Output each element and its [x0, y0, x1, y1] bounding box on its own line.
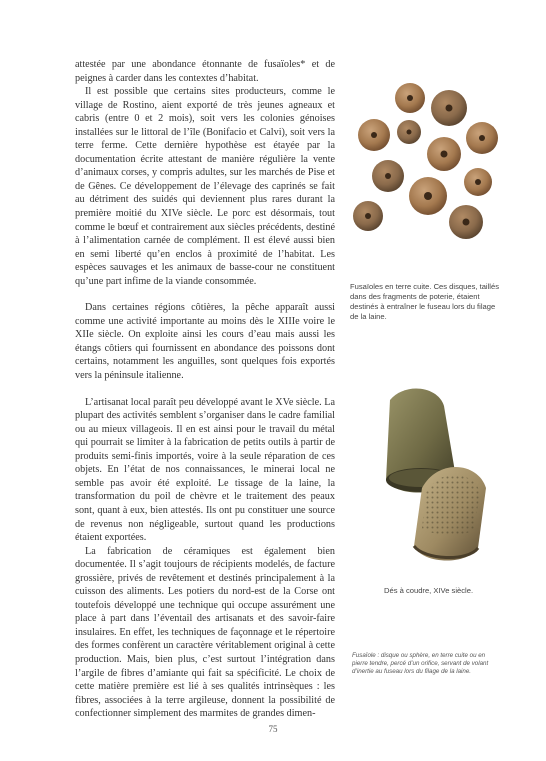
fusaiole-disk [427, 137, 461, 171]
paragraph-4: L’artisanat local paraît peu développé avant le XVe siècle. La plupart des activités semblent s’organiser dans le cadre familial ou au mieux villageois. Il en est ainsi pour le travail du métal qui pourrait se limiter à la fabrication de petits outils à partir de produits semi-finis importés, voire à la seule réparation de ces objets. En l’état de nos connaissances, le minerai local ne semble pas avoir été exploité. Le tissage de la laine, la transformation du poil de chèvre et le traitement des peaux sont, quant à eux, bien attestés. Ils ont pu constituer une source de revenus non négligeable, surtout quand les productions étaient exportées. [75, 396, 335, 544]
paragraph-1: attestée par une abondance étonnante de fusaïoles* et de peignes à carder dans les contextes d’habitat. [75, 59, 335, 84]
thimbles-photo [360, 380, 500, 570]
fusaiole-disk [464, 168, 492, 196]
fusaiole-disk [395, 83, 425, 113]
paragraph-2: Il est possible que certains sites producteurs, comme le village de Rostino, aient exporté de très jeunes agneaux et cabris (entre 0 et 2 mois), soit vers les colonies génoises installées sur le littoral de l’île (Bonifacio et Calvi), soit vers la terre ferme. Cette dernière hypothèse est étayée par la documentation écrite attestant de manière régulière la vente d’animaux corses, y compris adultes, sur les marchés de Pise et de Gênes. Ce développement de l’élevage des caprinés se fait au détriment des suidés qui deviennent plus rares durant la première moitié du XIVe siècle. Le porc est désormais, tout comme le bœuf et contrairement aux siècles précédents, destiné à l’alimentation carnée de complément. Il est élevé aussi bien en semi liberté qu’en enclos à proximité de l’habitat. Les espèces sauvages et les animaux de basse-cour ne constituent qu’une part infime de la viande consommée. [75, 86, 335, 287]
paragraph-5: La fabrication de céramiques est également bien documentée. Il s’agit toujours de récipients modelés, de facture grossière, privés de revêtement et destinés principalement à la cuisson des aliments. Les potiers du nord-est de la Corse ont toutefois développé une technique qui occupe assurément une place à part dans l’éventail des artisanats et des savoir-faire insulaires. En effet, les techniques de façonnage et le répertoire des formes confèrent un caractère véritablement original à cette production. Mais, bien plus, c’est surtout l’intégration dans l’argile de fibres d’amiante qui fait sa spécificité. Le choix de cette matière première est lié à ses qualités intrinsèques : les fibres, associées à la terre argileuse, donnent la possibilité de confectionner simplement des marmites de grandes dimen- [75, 545, 335, 720]
paragraph-3: Dans certaines régions côtières, la pêche apparaît aussi comme une activité importante au moins dès le XIIIe voire le XIIe siècle. On exploite ainsi les cours d’eau mais aussi les étangs côtiers qui fournissent en abondance des poissons dont certains, notamment les anguilles, sont quelques fois exportés vers la péninsule italienne. [75, 302, 335, 382]
fusaioles-caption: Fusaïoles en terre cuite. Ces disques, taillés dans des fragments de poterie, étaient destinés à entraîner le fuseau lors du filage de la laine. [350, 282, 499, 321]
main-text-column [75, 58, 335, 721]
fusaioles-photo [348, 78, 508, 248]
fusaiole-disk [466, 122, 498, 154]
fusaiole-disk [397, 120, 421, 144]
fusaiole-disk [372, 160, 404, 192]
fusaiole-disk [449, 205, 483, 239]
fusaiole-disk [358, 119, 390, 151]
page-number: 75 [268, 724, 278, 734]
fusaiole-disk [409, 177, 447, 215]
fusaiole-disk [353, 201, 383, 231]
glossary-note: Fusaïole : disque ou sphère, en terre cuite ou en pierre tendre, percé d’un orifice, servant de volant d’inertie au fuseau lors du filage de la laine. [352, 652, 489, 675]
fusaiole-disk [431, 90, 467, 126]
thimbles-caption: Dés à coudre, XIVe siècle. [384, 586, 474, 595]
